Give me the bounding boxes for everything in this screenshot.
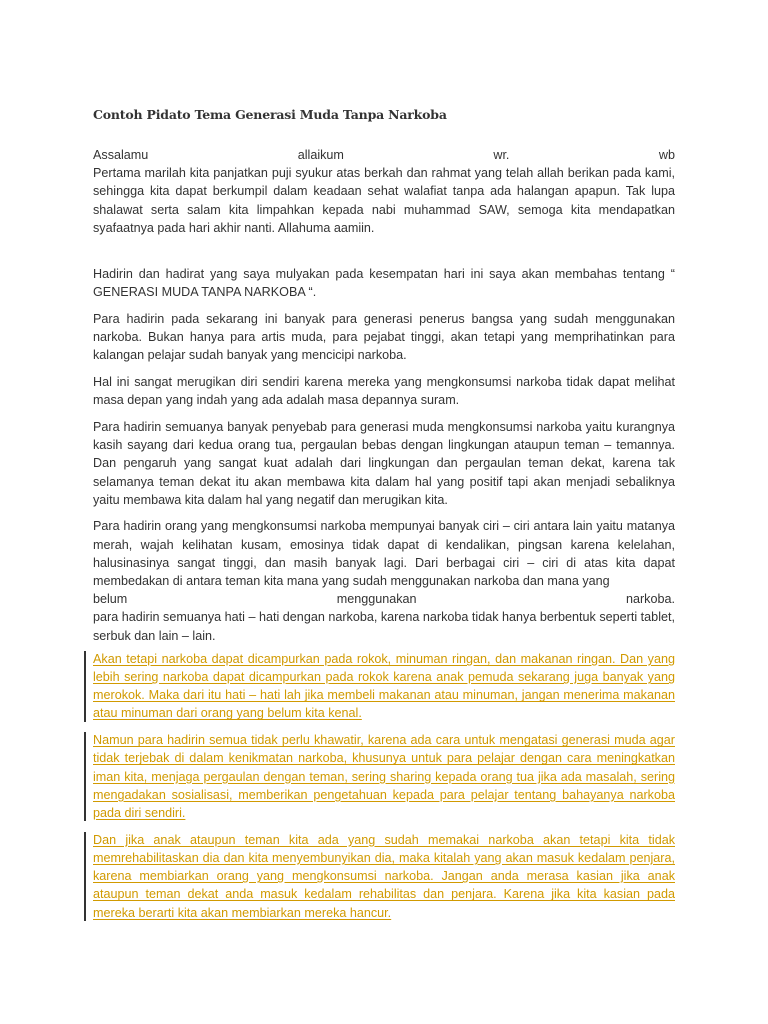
paragraph-harm: Hal ini sangat merugikan diri sendiri karena mereka yang mengkonsumsi narkoba tidak dapat melihat masa depan yang indah yang ada adalah masa depannya suram. [93,375,675,408]
highlight-bar [84,732,86,821]
greeting-word-4: wb [658,148,675,162]
opening-paragraph: Pertama marilah kita panjatkan puji syukur atas berkah dan rahmat yang telah allah berikan pada kami, sehingga kita dapat berkumpil dalam keadaan sehat walafiat tanpa ada halangan apapun. Tak lupa shalawat serta salam kita limpahkan kepada nabi muhammad SAW, semoga kita mendapatkan syafaatnya pada hari akhir nanti. Allahuma aamiin. [93,166,675,235]
paragraph-causes: Para hadirin semuanya banyak penyebab para generasi muda mengkonsumsi narkoba yaitu kurangnya kasih sayang dari kedua orang tua, pergaulan bebas dengan lingkungan ataupun teman – temannya. Dan pengaruh yang sangat kuat adalah dari lingkungan dan pergaulan teman dekat, karena tak selamanya teman dekat itu akan membawa kita dalam hal yang positif tapi akan menjadi sebaliknya yaitu membawa kita dalam hal yang negatif dan merugikan kita. [93,419,675,507]
paragraph-topic: Hadirin dan hadirat yang saya mulyakan pada kesempatan hari ini saya akan membahas tentang “ GENERASI MUDA TANPA NARKOBA “. [93,267,675,300]
greeting-line [93,146,675,164]
paragraph-signs: Para hadirin orang yang mengkonsumsi narkoba mempunyai banyak ciri – ciri antara lain yaitu matanya merah, wajah kelihatan kusam, emosinya tidak dapat di kendalikan, pingsan karena kelelahan, halusinasinya sangat tinggi, dan masih banyak lagi. Dari berbagai ciri – ciri di atas kita dapat membedakan di antara teman kita mana yang sudah menggunakan narkoba dan mana yang [93,519,675,589]
paragraph-caution: para hadirin semuanya hati – hati dengan narkoba, karena narkoba tidak hanya berbentuk seperti tablet, serbuk dan lain – lain. [93,610,675,643]
highlight-block-2 [93,731,675,822]
greeting-word-3: wr. [493,148,510,162]
highlight-bar [84,651,86,722]
highlight-block-3 [93,831,675,922]
document-title: Contoh Pidato Tema Generasi Muda Tanpa Narkoba [93,107,447,122]
split-line [93,590,675,608]
highlight-bar [84,832,86,921]
greeting-word-1: Assalamu [93,148,149,162]
split-word-1: belum [93,592,128,607]
highlighted-paragraph[interactable]: Dan jika anak ataupun teman kita ada yang sudah memakai narkoba akan tetapi kita tidak memrehabilitaskan dia dan kita menyembunyikan dia, maka kitalah yang akan masuk kedalam penjara, karena membiarkan orang yang mengkonsumsi narkoba. Jangan anda merasa kasian jika anak ataupun teman dekat anda masuk kedalam rehabilitas dan penjara. Karena jika kita kasian pada mereka berarti kita akan membiarkan mereka hancur. [93,832,675,920]
highlight-block-1 [93,650,675,723]
greeting-word-2: allaikum [297,148,344,162]
highlighted-paragraph[interactable]: Akan tetapi narkoba dapat dicampurkan pada rokok, minuman ringan, dan makanan ringan. Dan yang lebih sering narkoba dapat dicampurkan pada rokok karena anak pemuda sekarang juga banyak yang merokok. Maka dari itu hati – hati lah jika membeli makanan atau minuman, jangan menerima makanan atau minuman dari orang yang belum kita kenal. [93,651,675,721]
split-word-3: narkoba. [625,592,675,607]
paragraph-current-state: Para hadirin pada sekarang ini banyak para generasi penerus bangsa yang sudah menggunakan narkoba. Bukan hanya para artis muda, para pejabat tinggi, akan tetapi yang memprihatinkan para kalangan pelajar sudah banyak yang mencicipi narkoba. [93,311,675,363]
document-content [93,106,675,922]
highlighted-paragraph[interactable]: Namun para hadirin semua tidak perlu khawatir, karena ada cara untuk mengatasi generasi muda agar tidak terjebak di dalam kenikmatan narkoba, khusunya untuk para pelajar dengan cara meningkatkan iman kita, menjaga pergaulan dengan teman, sering sharing kepada orang tua jika ada masalah, sering mengadakan sosialisasi, memberikan pengetahuan kepada para pelajar tentang bahayanya narkoba pada diri sendiri. [93,733,675,820]
split-word-2: menggunakan [336,592,417,607]
